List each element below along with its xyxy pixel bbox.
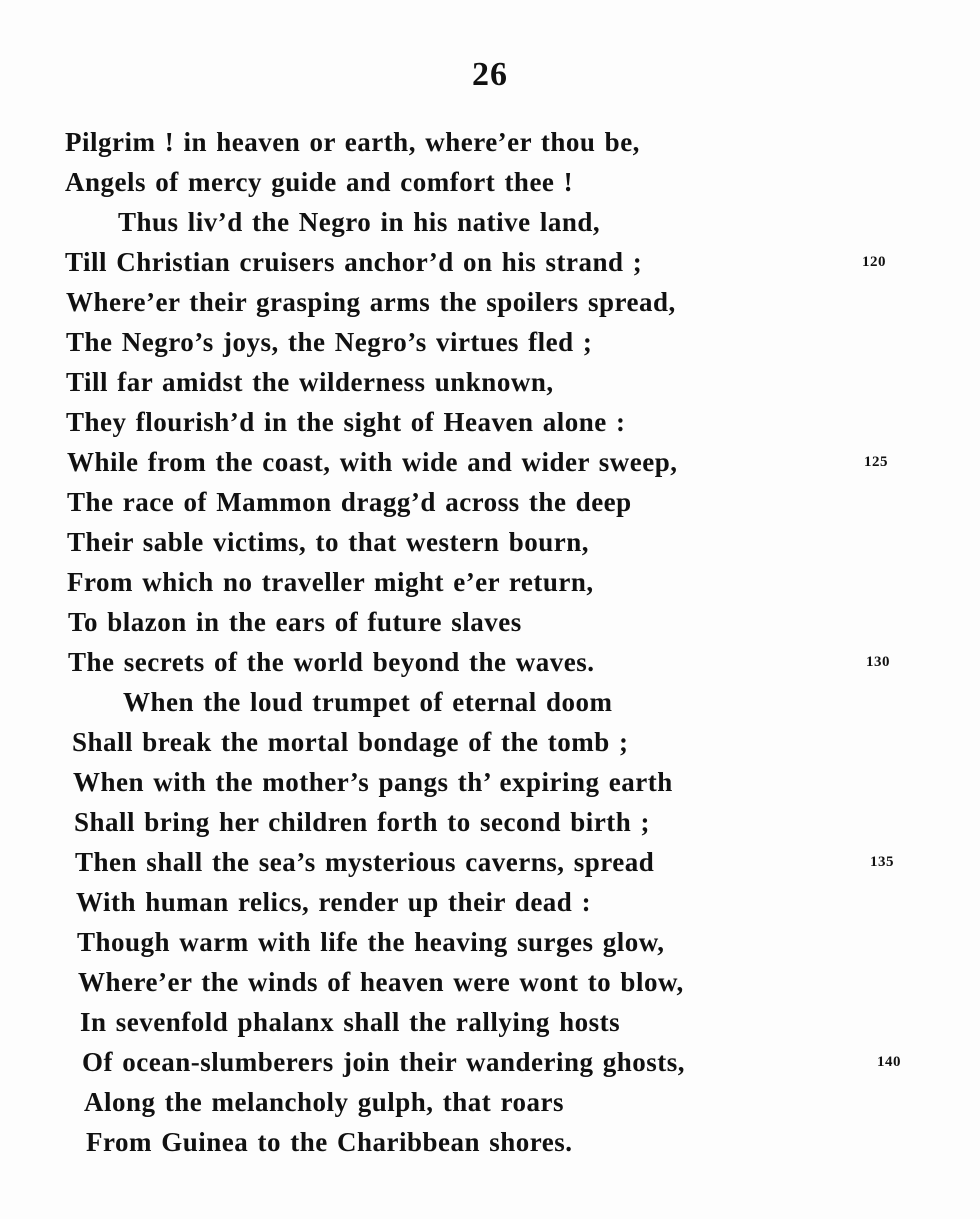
poem-line-text: With human relics, render up their dead : — [76, 887, 592, 917]
poem-line-text: When the loud trumpet of eternal doom — [123, 687, 613, 717]
poem-line-text: Angels of mercy guide and comfort thee ! — [65, 167, 574, 197]
poem-line-text: Though warm with life the heaving surges glow, — [77, 927, 665, 957]
poem-line-text: To blazon in the ears of future slaves — [68, 607, 522, 637]
poem-line — [0, 282, 980, 322]
poem-line-text: Pilgrim ! in heaven or earth, where’er thou be, — [65, 127, 640, 157]
poem-line — [0, 562, 980, 602]
poem-line-text: Shall bring her children forth to second birth ; — [74, 807, 651, 837]
poem-line-text: While from the coast, with wide and wider sweep, — [67, 447, 678, 477]
poem-line — [0, 1082, 980, 1122]
poem-line — [0, 1002, 980, 1042]
poem-line-text: Their sable victims, to that western bourn, — [67, 527, 589, 557]
poem-line — [0, 322, 980, 362]
poem-line-text: The Negro’s joys, the Negro’s virtues fled ; — [66, 327, 593, 357]
poem-line — [0, 482, 980, 522]
page-number: 26 — [472, 56, 508, 93]
poem-line — [0, 162, 980, 202]
poem-line-text: In sevenfold phalanx shall the rallying hosts — [80, 1007, 621, 1037]
poem-body — [0, 122, 980, 1162]
poem-line-text: They flourish’d in the sight of Heaven alone : — [66, 407, 626, 437]
line-number: 135 — [870, 854, 894, 870]
line-number: 125 — [864, 454, 888, 470]
poem-line — [0, 842, 980, 882]
poem-line — [0, 522, 980, 562]
poem-line — [0, 1042, 980, 1082]
poem-line — [0, 442, 980, 482]
poem-line-text: From Guinea to the Charibbean shores. — [86, 1127, 573, 1157]
poem-line — [0, 402, 980, 442]
line-number: 140 — [877, 1054, 901, 1070]
poem-line-text: Of ocean-slumberers join their wandering ghosts, — [82, 1047, 685, 1077]
poem-line-text: From which no traveller might e’er return, — [67, 567, 594, 597]
poem-line-text: Then shall the sea’s mysterious caverns, spread — [75, 847, 655, 877]
poem-line — [0, 762, 980, 802]
poem-line-text: Till far amidst the wilderness unknown, — [66, 367, 554, 397]
line-number: 120 — [862, 254, 886, 270]
poem-line — [0, 642, 980, 682]
poem-line — [0, 122, 980, 162]
poem-line — [0, 242, 980, 282]
poem-line — [0, 202, 980, 242]
poem-line-text: The race of Mammon dragg’d across the deep — [67, 487, 632, 517]
poem-line-text: Shall break the mortal bondage of the tomb ; — [72, 727, 629, 757]
poem-line — [0, 602, 980, 642]
poem-line — [0, 922, 980, 962]
poem-line-text: Where’er their grasping arms the spoilers spread, — [66, 287, 676, 317]
poem-line — [0, 962, 980, 1002]
poem-line — [0, 722, 980, 762]
poem-line-text: Thus liv’d the Negro in his native land, — [118, 207, 601, 237]
line-number: 130 — [866, 654, 890, 670]
poem-line — [0, 362, 980, 402]
poem-line-text: Till Christian cruisers anchor’d on his strand ; — [65, 247, 643, 277]
poem-line — [0, 1122, 980, 1162]
poem-line — [0, 802, 980, 842]
poem-line-text: The secrets of the world beyond the waves. — [68, 647, 595, 677]
poem-line-text: Along the melancholy gulph, that roars — [84, 1087, 565, 1117]
poem-line-text: Where’er the winds of heaven were wont to blow, — [78, 967, 684, 997]
poem-line — [0, 882, 980, 922]
poem-line — [0, 682, 980, 722]
poem-line-text: When with the mother’s pangs th’ expiring earth — [73, 767, 673, 797]
